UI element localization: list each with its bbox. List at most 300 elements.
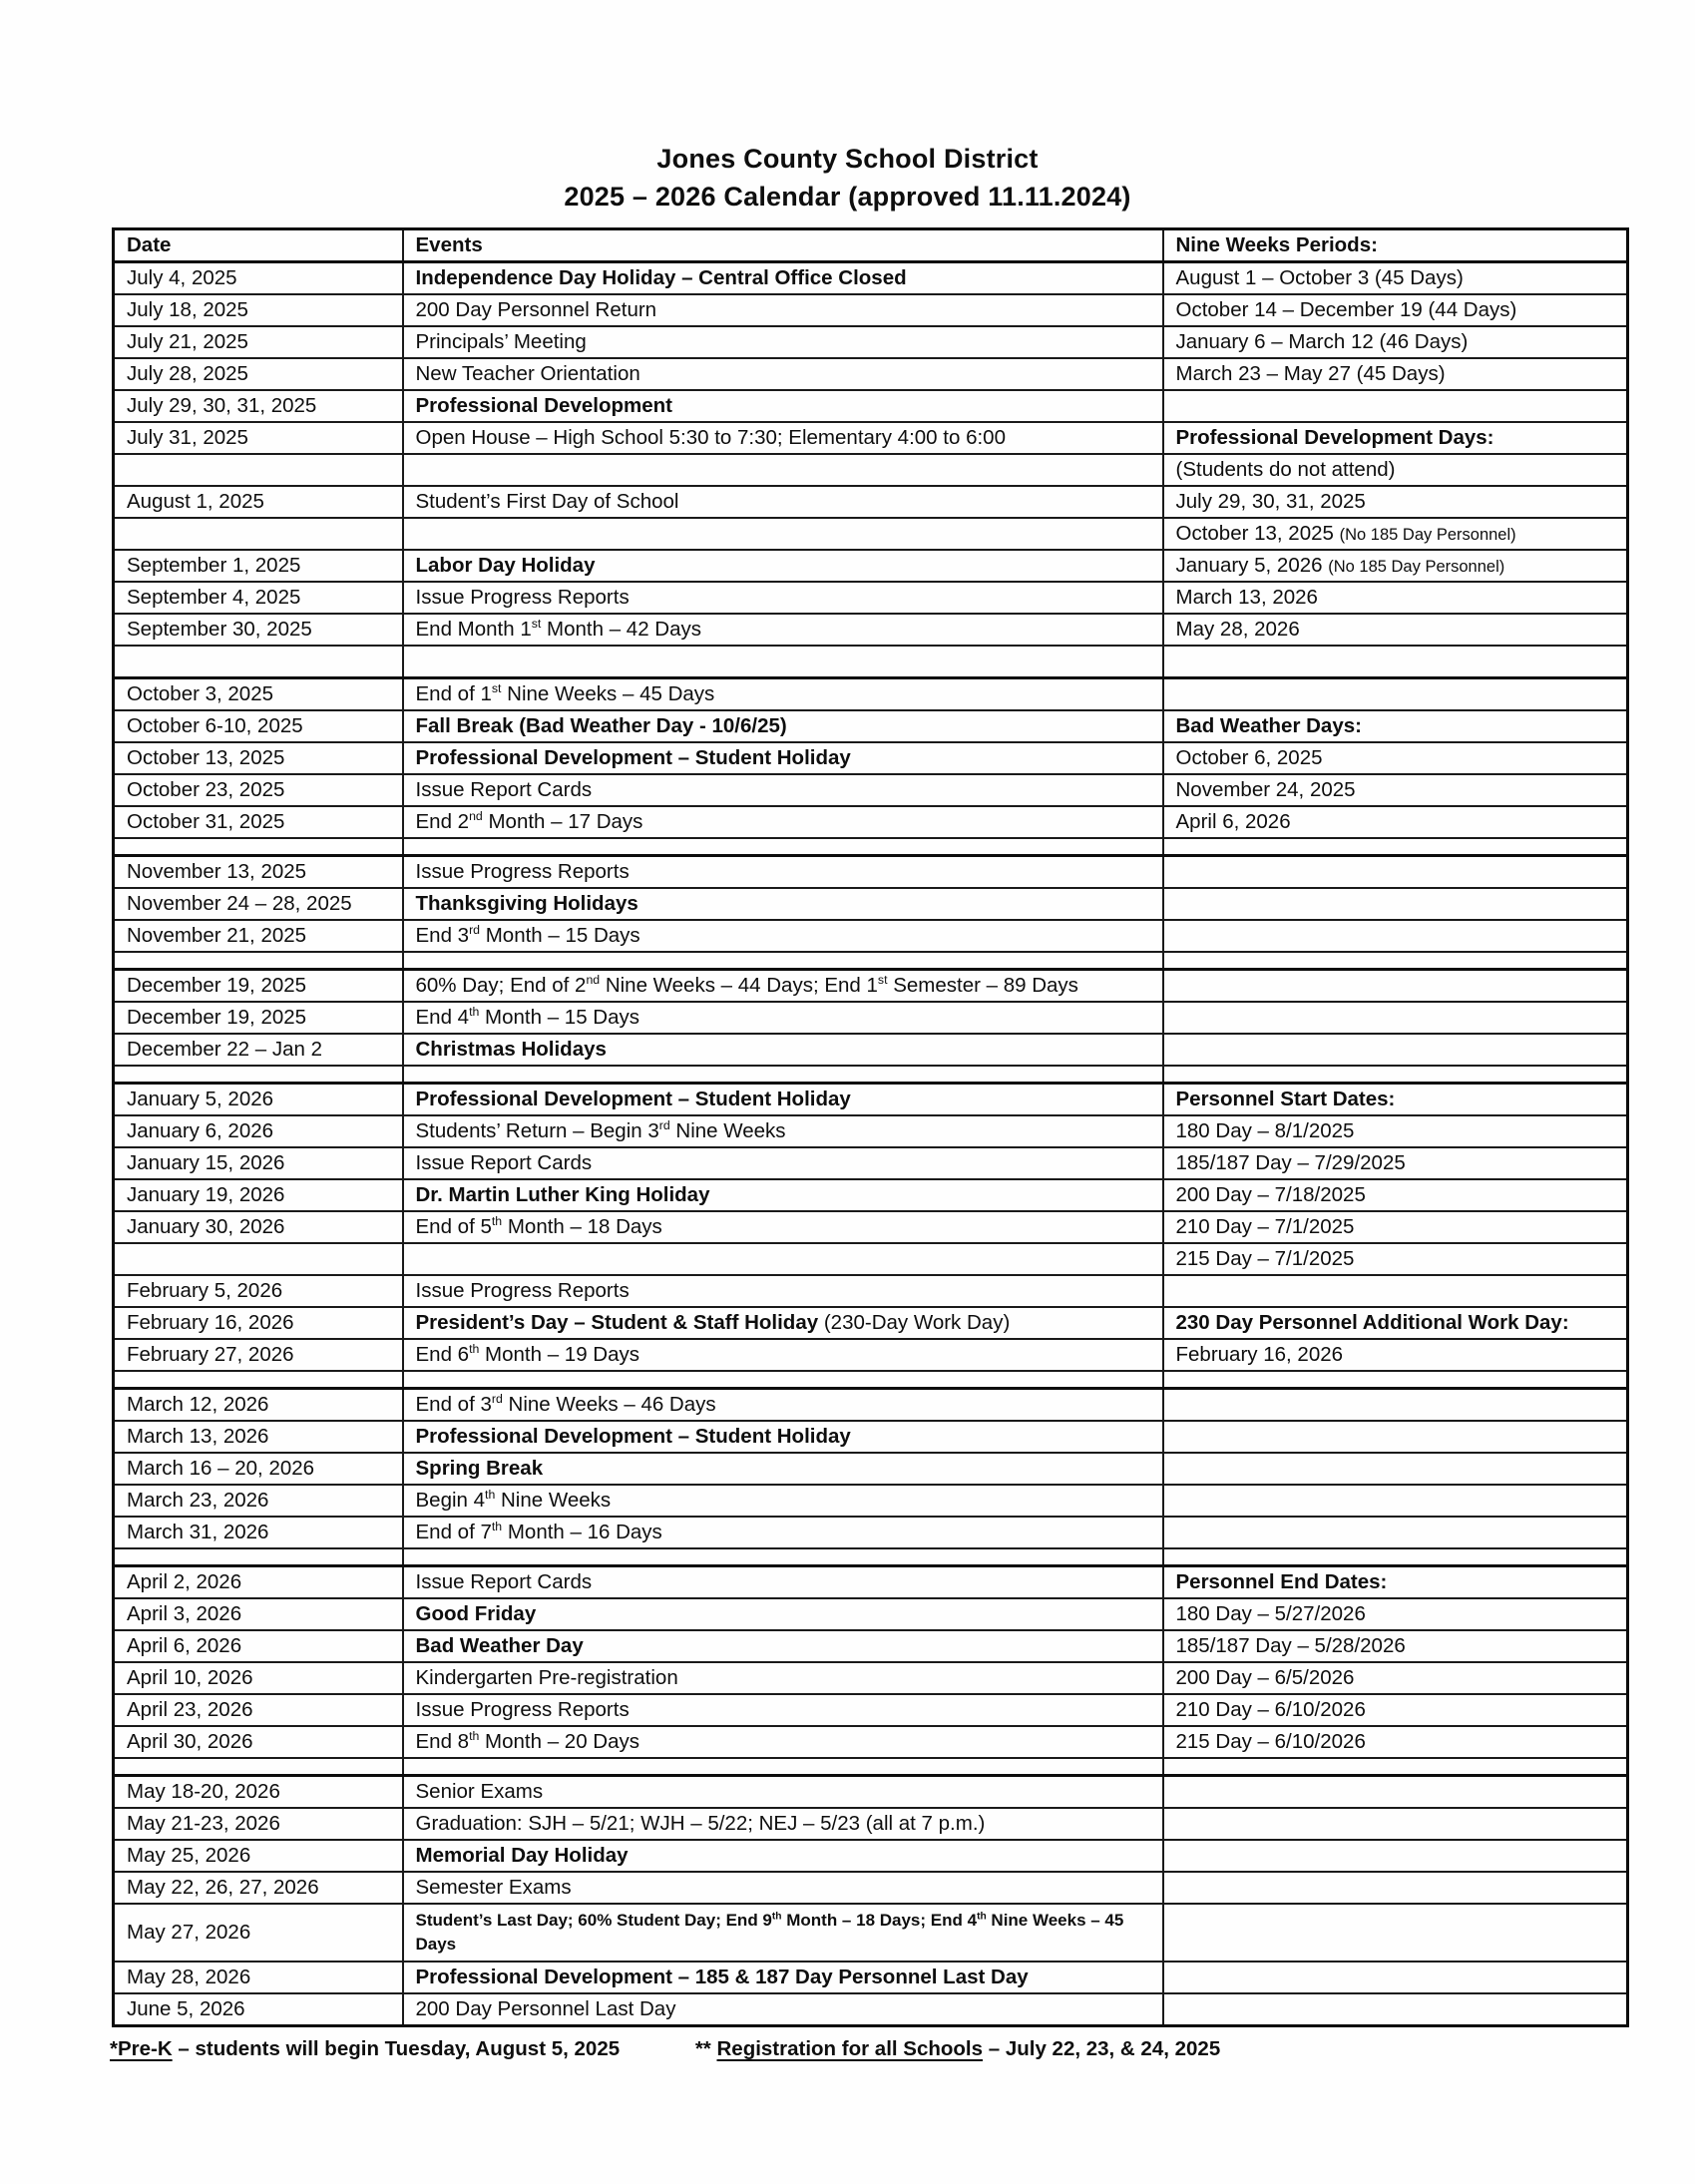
empty-cell [403, 646, 1163, 678]
event-cell [403, 678, 1163, 711]
footnotes [110, 2037, 1695, 2061]
period-text: January 6 – March 12 (46 Days) [1175, 330, 1469, 353]
event-cell [403, 1630, 1163, 1662]
prek-label: *Pre-K [110, 2037, 173, 2061]
period-text: 215 Day – 7/1/2025 [1175, 1247, 1355, 1270]
event-cell [403, 1598, 1163, 1630]
event-text: Semester Exams [415, 1876, 572, 1899]
event-cell [403, 390, 1163, 422]
calendar-row [114, 920, 1628, 952]
period-text: October 6, 2025 [1175, 746, 1323, 769]
date-cell: April 30, 2026 [114, 1726, 403, 1758]
period-cell [1163, 390, 1628, 422]
date-cell: February 27, 2026 [114, 1339, 403, 1371]
event-text: Issue Report Cards [415, 1570, 593, 1593]
calendar-row [114, 582, 1628, 614]
period-cell [1163, 550, 1628, 582]
calendar-row [114, 1630, 1628, 1662]
date-cell: December 19, 2025 [114, 970, 403, 1003]
calendar-row [114, 1389, 1628, 1422]
period-cell [1163, 1211, 1628, 1243]
empty-cell [1163, 1066, 1628, 1084]
period-cell [1163, 1630, 1628, 1662]
event-text: Independence Day Holiday – Central Office Closed [415, 266, 907, 289]
date-cell: February 5, 2026 [114, 1275, 403, 1307]
event-cell [403, 1179, 1163, 1211]
period-cell [1163, 1776, 1628, 1809]
period-text: 185/187 Day – 7/29/2025 [1175, 1151, 1406, 1174]
event-cell [403, 742, 1163, 774]
event-text: President’s Day – Student & Staff Holiday [415, 1311, 819, 1334]
spacer-row [114, 1371, 1628, 1389]
event-text: Issue Progress Reports [415, 1698, 630, 1721]
event-cell [403, 1840, 1163, 1872]
date-cell: July 31, 2025 [114, 422, 403, 454]
period-cell [1163, 1307, 1628, 1339]
date-cell: July 28, 2025 [114, 358, 403, 390]
date-cell: September 4, 2025 [114, 582, 403, 614]
calendar-row [114, 550, 1628, 582]
calendar-row [114, 518, 1628, 550]
period-text: 230 Day Personnel Additional Work Day: [1175, 1311, 1569, 1334]
prek-note [110, 2037, 620, 2060]
event-text: Bad Weather Day [415, 1634, 584, 1657]
date-cell: March 12, 2026 [114, 1389, 403, 1422]
date-cell: January 6, 2026 [114, 1115, 403, 1147]
period-cell [1163, 326, 1628, 358]
period-cell [1163, 1598, 1628, 1630]
period-cell [1163, 1179, 1628, 1211]
calendar-row [114, 774, 1628, 806]
calendar-row [114, 1872, 1628, 1904]
event-suffix: (230-Day Work Day) [818, 1311, 1011, 1334]
period-text: February 16, 2026 [1175, 1343, 1344, 1366]
events-column-header: Events [403, 229, 1163, 262]
event-cell [403, 970, 1163, 1003]
event-cell [403, 1872, 1163, 1904]
empty-cell [1163, 1548, 1628, 1566]
event-cell [403, 262, 1163, 295]
empty-cell [403, 1758, 1163, 1776]
period-text: April 6, 2026 [1175, 810, 1291, 833]
period-cell [1163, 1243, 1628, 1275]
event-text: 200 Day Personnel Last Day [415, 1997, 676, 2021]
event-cell [403, 920, 1163, 952]
date-cell: April 3, 2026 [114, 1598, 403, 1630]
empty-cell [1163, 952, 1628, 970]
event-cell [403, 614, 1163, 646]
calendar-row [114, 1776, 1628, 1809]
event-text: Good Friday [415, 1602, 537, 1625]
date-cell: April 6, 2026 [114, 1630, 403, 1662]
event-cell [403, 1211, 1163, 1243]
event-cell [403, 486, 1163, 518]
empty-cell [114, 646, 403, 678]
period-cell [1163, 774, 1628, 806]
period-cell [1163, 920, 1628, 952]
event-cell [403, 856, 1163, 889]
event-cell [403, 1485, 1163, 1517]
event-cell [403, 582, 1163, 614]
period-cell [1163, 1993, 1628, 2026]
period-cell [1163, 262, 1628, 295]
date-cell: July 18, 2025 [114, 294, 403, 326]
calendar-row [114, 1421, 1628, 1453]
calendar-row [114, 710, 1628, 742]
period-text: November 24, 2025 [1175, 778, 1356, 801]
calendar-row [114, 1517, 1628, 1548]
period-text: 215 Day – 6/10/2026 [1175, 1730, 1366, 1753]
period-cell [1163, 1726, 1628, 1758]
event-cell [403, 518, 1163, 550]
date-cell: October 13, 2025 [114, 742, 403, 774]
event-cell [403, 1034, 1163, 1066]
calendar-row [114, 678, 1628, 711]
event-cell [403, 710, 1163, 742]
calendar-row [114, 1694, 1628, 1726]
spacer-row [114, 1758, 1628, 1776]
period-cell [1163, 1389, 1628, 1422]
date-cell: January 19, 2026 [114, 1179, 403, 1211]
event-text: Issue Progress Reports [415, 586, 630, 609]
event-cell [403, 1904, 1163, 1962]
date-cell: May 21-23, 2026 [114, 1808, 403, 1840]
period-cell [1163, 1084, 1628, 1116]
period-text: Professional Development Days: [1175, 426, 1494, 449]
period-cell [1163, 888, 1628, 920]
event-text: Thanksgiving Holidays [415, 892, 638, 915]
empty-cell [403, 952, 1163, 970]
event-cell [403, 888, 1163, 920]
empty-cell [403, 1066, 1163, 1084]
event-text: End of 3rd Nine Weeks – 46 Days [415, 1392, 716, 1416]
period-cell [1163, 1147, 1628, 1179]
empty-cell [403, 1371, 1163, 1389]
calendar-row [114, 1339, 1628, 1371]
period-text: 200 Day – 7/18/2025 [1175, 1183, 1366, 1206]
empty-cell [114, 838, 403, 856]
event-text: Christmas Holidays [415, 1038, 607, 1061]
period-text: 180 Day – 5/27/2026 [1175, 1602, 1366, 1625]
period-text: 210 Day – 7/1/2025 [1175, 1215, 1355, 1238]
calendar-row [114, 1307, 1628, 1339]
date-cell: April 2, 2026 [114, 1566, 403, 1599]
period-cell [1163, 678, 1628, 711]
period-cell [1163, 970, 1628, 1003]
empty-cell [1163, 1371, 1628, 1389]
period-text: August 1 – October 3 (45 Days) [1175, 266, 1464, 289]
period-cell [1163, 1872, 1628, 1904]
event-text: Issue Report Cards [415, 1151, 593, 1174]
period-text: 200 Day – 6/5/2026 [1175, 1666, 1355, 1689]
period-cell [1163, 1115, 1628, 1147]
event-cell [403, 1776, 1163, 1809]
calendar-row [114, 1115, 1628, 1147]
spacer-row [114, 1548, 1628, 1566]
calendar-row [114, 1211, 1628, 1243]
date-cell: June 5, 2026 [114, 1993, 403, 2026]
event-cell [403, 1243, 1163, 1275]
event-text: Issue Report Cards [415, 778, 593, 801]
calendar-body [114, 262, 1628, 2026]
period-text: 210 Day – 6/10/2026 [1175, 1698, 1366, 1721]
calendar-row [114, 1662, 1628, 1694]
event-text: Professional Development [415, 394, 672, 417]
date-cell: January 5, 2026 [114, 1084, 403, 1116]
period-text: (Students do not attend) [1175, 458, 1396, 481]
event-text: Professional Development – Student Holiday [415, 1088, 851, 1110]
period-cell [1163, 1840, 1628, 1872]
event-text: Issue Progress Reports [415, 860, 630, 883]
calendar-row [114, 486, 1628, 518]
date-cell: February 16, 2026 [114, 1307, 403, 1339]
event-cell [403, 1517, 1163, 1548]
empty-cell [1163, 838, 1628, 856]
period-text: March 23 – May 27 (45 Days) [1175, 362, 1446, 385]
event-text: Student’s First Day of School [415, 490, 679, 513]
period-text: January 5, 2026 [1175, 554, 1323, 577]
empty-cell [403, 838, 1163, 856]
calendar-row [114, 1147, 1628, 1179]
event-cell [403, 1002, 1163, 1034]
event-cell [403, 1115, 1163, 1147]
event-text: Kindergarten Pre-registration [415, 1666, 678, 1689]
calendar-row [114, 806, 1628, 838]
event-text: End 2nd Month – 17 Days [415, 809, 643, 833]
event-text: Professional Development – Student Holiday [415, 746, 851, 769]
event-text: End Month 1st Month – 42 Days [415, 617, 701, 641]
date-cell: April 10, 2026 [114, 1662, 403, 1694]
spacer-row [114, 952, 1628, 970]
periods-column-header: Nine Weeks Periods: [1163, 229, 1628, 262]
date-cell: December 19, 2025 [114, 1002, 403, 1034]
calendar-subtitle: 2025 – 2026 Calendar (approved 11.11.2024) [564, 182, 1131, 212]
calendar-row [114, 970, 1628, 1003]
period-cell [1163, 1485, 1628, 1517]
event-cell [403, 1662, 1163, 1694]
calendar-row [114, 422, 1628, 454]
date-cell [114, 1243, 403, 1275]
calendar-row [114, 1904, 1628, 1962]
date-column-header: Date [114, 229, 403, 262]
date-cell: December 22 – Jan 2 [114, 1034, 403, 1066]
event-cell [403, 1389, 1163, 1422]
date-cell: November 13, 2025 [114, 856, 403, 889]
event-text: End of 1st Nine Weeks – 45 Days [415, 681, 715, 705]
event-text: End 4th Month – 15 Days [415, 1005, 640, 1029]
calendar-row [114, 1084, 1628, 1116]
period-cell [1163, 582, 1628, 614]
event-cell [403, 1339, 1163, 1371]
event-text: End of 5th Month – 18 Days [415, 1214, 662, 1238]
date-cell: May 25, 2026 [114, 1840, 403, 1872]
event-text: Labor Day Holiday [415, 554, 596, 577]
period-cell [1163, 1339, 1628, 1371]
period-text: May 28, 2026 [1175, 618, 1300, 641]
event-cell [403, 550, 1163, 582]
event-cell [403, 1275, 1163, 1307]
date-cell: October 6-10, 2025 [114, 710, 403, 742]
district-title: Jones County School District [656, 144, 1039, 174]
date-cell: April 23, 2026 [114, 1694, 403, 1726]
date-cell: May 27, 2026 [114, 1904, 403, 1962]
period-cell [1163, 294, 1628, 326]
prek-text: – students will begin Tuesday, August 5, 2025 [172, 2037, 621, 2061]
spacer-row [114, 838, 1628, 856]
event-cell [403, 1453, 1163, 1485]
period-text: October 13, 2025 [1175, 522, 1334, 545]
empty-cell [114, 1548, 403, 1566]
period-cell [1163, 454, 1628, 486]
empty-cell [114, 952, 403, 970]
period-cell [1163, 1275, 1628, 1307]
empty-cell [1163, 1758, 1628, 1776]
event-text: Memorial Day Holiday [415, 1844, 629, 1867]
period-cell [1163, 856, 1628, 889]
registration-stars: ** [694, 2037, 717, 2061]
calendar-row [114, 454, 1628, 486]
period-cell [1163, 1662, 1628, 1694]
event-cell [403, 806, 1163, 838]
event-cell [403, 1694, 1163, 1726]
event-text: Students’ Return – Begin 3rd Nine Weeks [415, 1118, 786, 1142]
period-text: March 13, 2026 [1175, 586, 1318, 609]
period-cell [1163, 1962, 1628, 1993]
date-cell: October 3, 2025 [114, 678, 403, 711]
event-cell [403, 774, 1163, 806]
period-text: Personnel End Dates: [1175, 1570, 1388, 1593]
event-text: 200 Day Personnel Return [415, 298, 657, 321]
event-text: End 3rd Month – 15 Days [415, 923, 640, 947]
period-text: Bad Weather Days: [1175, 714, 1362, 737]
period-cell [1163, 358, 1628, 390]
period-cell [1163, 1453, 1628, 1485]
event-text: Graduation: SJH – 5/21; WJH – 5/22; NEJ – 5/23 (all at 7 p.m.) [415, 1812, 986, 1835]
event-cell [403, 1307, 1163, 1339]
date-cell: May 18-20, 2026 [114, 1776, 403, 1809]
event-text: Student’s Last Day; 60% Student Day; End 9th Month – 18 Days; End 4th Nine Weeks – 45 Days [415, 1911, 1124, 1955]
empty-cell [114, 1371, 403, 1389]
calendar-row [114, 1485, 1628, 1517]
empty-cell [114, 1758, 403, 1776]
header-row [114, 229, 1628, 262]
empty-cell [403, 1548, 1163, 1566]
date-cell: July 4, 2025 [114, 262, 403, 295]
event-text: End of 7th Month – 16 Days [415, 1520, 662, 1543]
date-cell: March 13, 2026 [114, 1421, 403, 1453]
period-text: July 29, 30, 31, 2025 [1175, 490, 1366, 513]
period-text: Personnel Start Dates: [1175, 1088, 1396, 1110]
date-cell: October 23, 2025 [114, 774, 403, 806]
event-cell [403, 1147, 1163, 1179]
date-cell: September 1, 2025 [114, 550, 403, 582]
event-text: New Teacher Orientation [415, 362, 640, 385]
date-cell: May 28, 2026 [114, 1962, 403, 1993]
calendar-row [114, 390, 1628, 422]
calendar-row [114, 888, 1628, 920]
date-cell: January 30, 2026 [114, 1211, 403, 1243]
empty-cell [114, 1066, 403, 1084]
calendar-row [114, 1243, 1628, 1275]
calendar-row [114, 1726, 1628, 1758]
period-cell [1163, 614, 1628, 646]
period-note: (No 185 Day Personnel) [1328, 558, 1505, 576]
calendar-row [114, 742, 1628, 774]
event-cell [403, 294, 1163, 326]
date-cell: November 24 – 28, 2025 [114, 888, 403, 920]
period-cell [1163, 1808, 1628, 1840]
period-cell [1163, 710, 1628, 742]
date-cell: January 15, 2026 [114, 1147, 403, 1179]
period-text: 180 Day – 8/1/2025 [1175, 1119, 1355, 1142]
event-text: Open House – High School 5:30 to 7:30; Elementary 4:00 to 6:00 [415, 426, 1006, 449]
date-cell [114, 454, 403, 486]
registration-text: – July 22, 23, & 24, 2025 [983, 2037, 1221, 2061]
period-cell [1163, 742, 1628, 774]
calendar-row [114, 1566, 1628, 1599]
empty-row [114, 646, 1628, 678]
date-cell: October 31, 2025 [114, 806, 403, 838]
period-cell [1163, 1517, 1628, 1548]
calendar-row [114, 1840, 1628, 1872]
period-cell [1163, 1034, 1628, 1066]
date-cell: November 21, 2025 [114, 920, 403, 952]
event-text: End 8th Month – 20 Days [415, 1729, 640, 1753]
event-cell [403, 1808, 1163, 1840]
period-cell [1163, 1694, 1628, 1726]
period-cell [1163, 486, 1628, 518]
period-text: 185/187 Day – 5/28/2026 [1175, 1634, 1406, 1657]
event-cell [403, 1726, 1163, 1758]
event-text: Fall Break (Bad Weather Day - 10/6/25) [415, 714, 787, 737]
event-text: End 6th Month – 19 Days [415, 1342, 640, 1366]
calendar-row [114, 614, 1628, 646]
period-cell [1163, 1566, 1628, 1599]
period-cell [1163, 1421, 1628, 1453]
event-cell [403, 358, 1163, 390]
calendar-row [114, 1034, 1628, 1066]
date-cell: August 1, 2025 [114, 486, 403, 518]
empty-cell [1163, 646, 1628, 678]
calendar-row [114, 856, 1628, 889]
event-text: Principals’ Meeting [415, 330, 587, 353]
period-cell [1163, 1002, 1628, 1034]
event-cell [403, 1962, 1163, 1993]
event-cell [403, 1993, 1163, 2026]
event-cell [403, 422, 1163, 454]
calendar-row [114, 1453, 1628, 1485]
period-cell [1163, 422, 1628, 454]
date-cell [114, 518, 403, 550]
event-text: Spring Break [415, 1457, 544, 1480]
registration-note [695, 2037, 1220, 2060]
registration-label: Registration for all Schools [716, 2037, 984, 2061]
spacer-row [114, 1066, 1628, 1084]
date-cell: March 23, 2026 [114, 1485, 403, 1517]
period-text: October 14 – December 19 (44 Days) [1175, 298, 1517, 321]
date-cell: March 31, 2026 [114, 1517, 403, 1548]
calendar-row [114, 358, 1628, 390]
calendar-row [114, 262, 1628, 295]
event-text: Professional Development – Student Holiday [415, 1425, 851, 1448]
event-cell [403, 454, 1163, 486]
period-cell [1163, 806, 1628, 838]
calendar-row [114, 1808, 1628, 1840]
period-cell [1163, 518, 1628, 550]
calendar-row [114, 1962, 1628, 1993]
calendar-row [114, 326, 1628, 358]
calendar-row [114, 1002, 1628, 1034]
